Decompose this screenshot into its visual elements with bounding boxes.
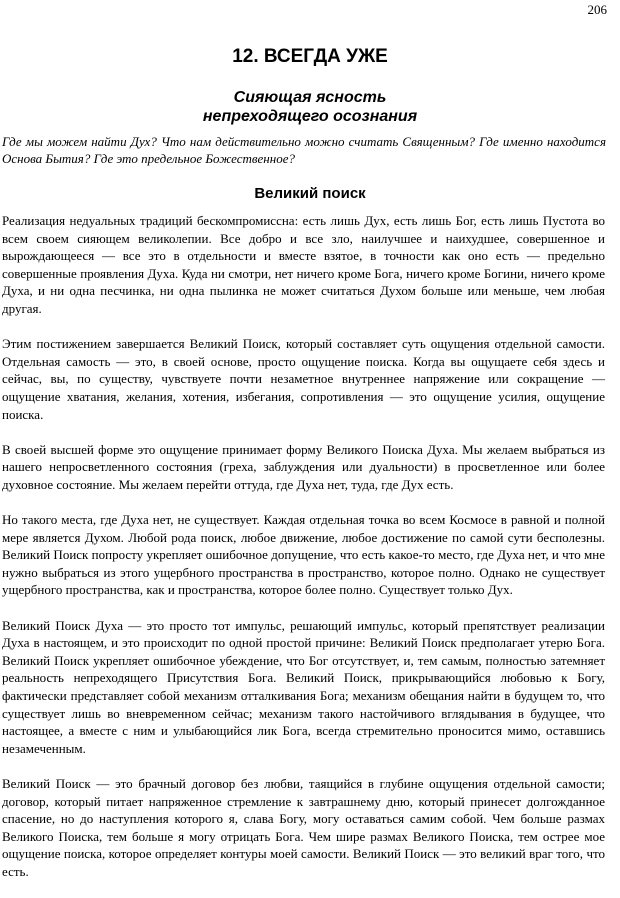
chapter-title: 12. ВСЕГДА УЖЕ [232,46,388,67]
paragraph: Великий Поиск Духа — это просто тот импульс, решающий импульс, который препятствует реализации Духа в настоящем, и это происходит по одной простой причине: Великий Поиск предполагает утерю Бога. Великий Поиск укрепляет ошибочное убеждение, что Бог отсутствует, и, тем самым, полностью затемняет реальность непреходящего Присутствия Бога. Великий Поиск, прикрывающийся любовью к Богу, фактически представляет собой механизм отталкивания Бога; механизм обещания найти в будущем то, что существует лишь во вневременном сейчас; механизм такого настойчивого вглядывания в будущее, что настоящее, а вместе с ним и улыбающийся лик Бога, всегда стремительно проносится мимо, оставшись незамеченным. [2,617,605,756]
paragraph: Этим постижением завершается Великий Поиск, который составляет суть ощущения отдельной самости. Отдельная самость — это, в своей основе, просто ощущение поиска. Когда вы ощущаете себя здесь и сейчас, вы, по существу, чувствуете почти незаметное внутреннее напряжение или сокращение — ощущение хватания, желания, хотения, избегания, сопротивления — это ощущение усилия, ощущение поиска. [2,336,605,422]
paragraph: Великий Поиск — это брачный договор без любви, таящийся в глубине ощущения отдельной самости; договор, который питает напряженное стремление к завтрашнему дню, который принесет долгожданное спасение, но до наступления которого я, слава Богу, могу оставаться самим собой. Чем больше размах Великого Поиска, тем больше я могу отрицать Бога. Чем шире размах Великого Поиска, тем острее мое ощущение поиска, которое определяет контуры моей самости. Великий Поиск — это великий враг того, что есть. [2,776,605,879]
epigraph: Где мы можем найти Дух? Что нам действительно можно считать Священным? Где именно находится Основа Бытия? Где это предельное Божественное? [2,134,606,166]
chapter-subtitle [0,88,620,126]
page-number: 206 [587,2,607,17]
section-heading: Великий поиск [254,185,366,202]
subtitle-line-1: Сияющая ясность [233,89,387,106]
paragraph: Но такого места, где Духа нет, не существует. Каждая отдельная точка во всем Космосе в равной и полной мере является Духом. Любой рода поиск, любое движение, любое достижение по самой сути бесполезны. Великий Поиск попросту укрепляет ошибочное допущение, что есть какое-то место, где Духа нет, и что мне нужно выбраться из этого ущербного пространства в пространство, которое полно. Однако не существует ущербного пространства, как и пространства, которое более полно. Существует только Дух. [2,512,605,598]
paragraph: Реализация недуальных традиций бескомпромиссна: есть лишь Дух, есть лишь Бог, есть лишь Пустота во всем своем сияющем великолепии. Все добро и все зло, наилучшее и наихудшее, совершенное и вырождающееся — все это в отдельности и вместе взятое, в точности как оно есть — предельно совершенные проявления Духа. Куда ни смотри, нет ничего кроме Бога, ничего кроме Богини, ничего кроме Духа, и ни одна песчинка, ни одна пылинка не может считаться Духом больше или меньше, чем любая другая. [2,213,605,316]
paragraph: В своей высшей форме это ощущение принимает форму Великого Поиска Духа. Мы желаем выбраться из нашего непросветленного состояния (греха, заблуждения или дуальности) в просветленное или более духовное состояние. Мы желаем перейти оттуда, где Духа нет, туда, где Дух есть. [2,441,605,492]
body-text [2,212,605,898]
subtitle-line-2: непреходящего осознания [202,108,418,125]
